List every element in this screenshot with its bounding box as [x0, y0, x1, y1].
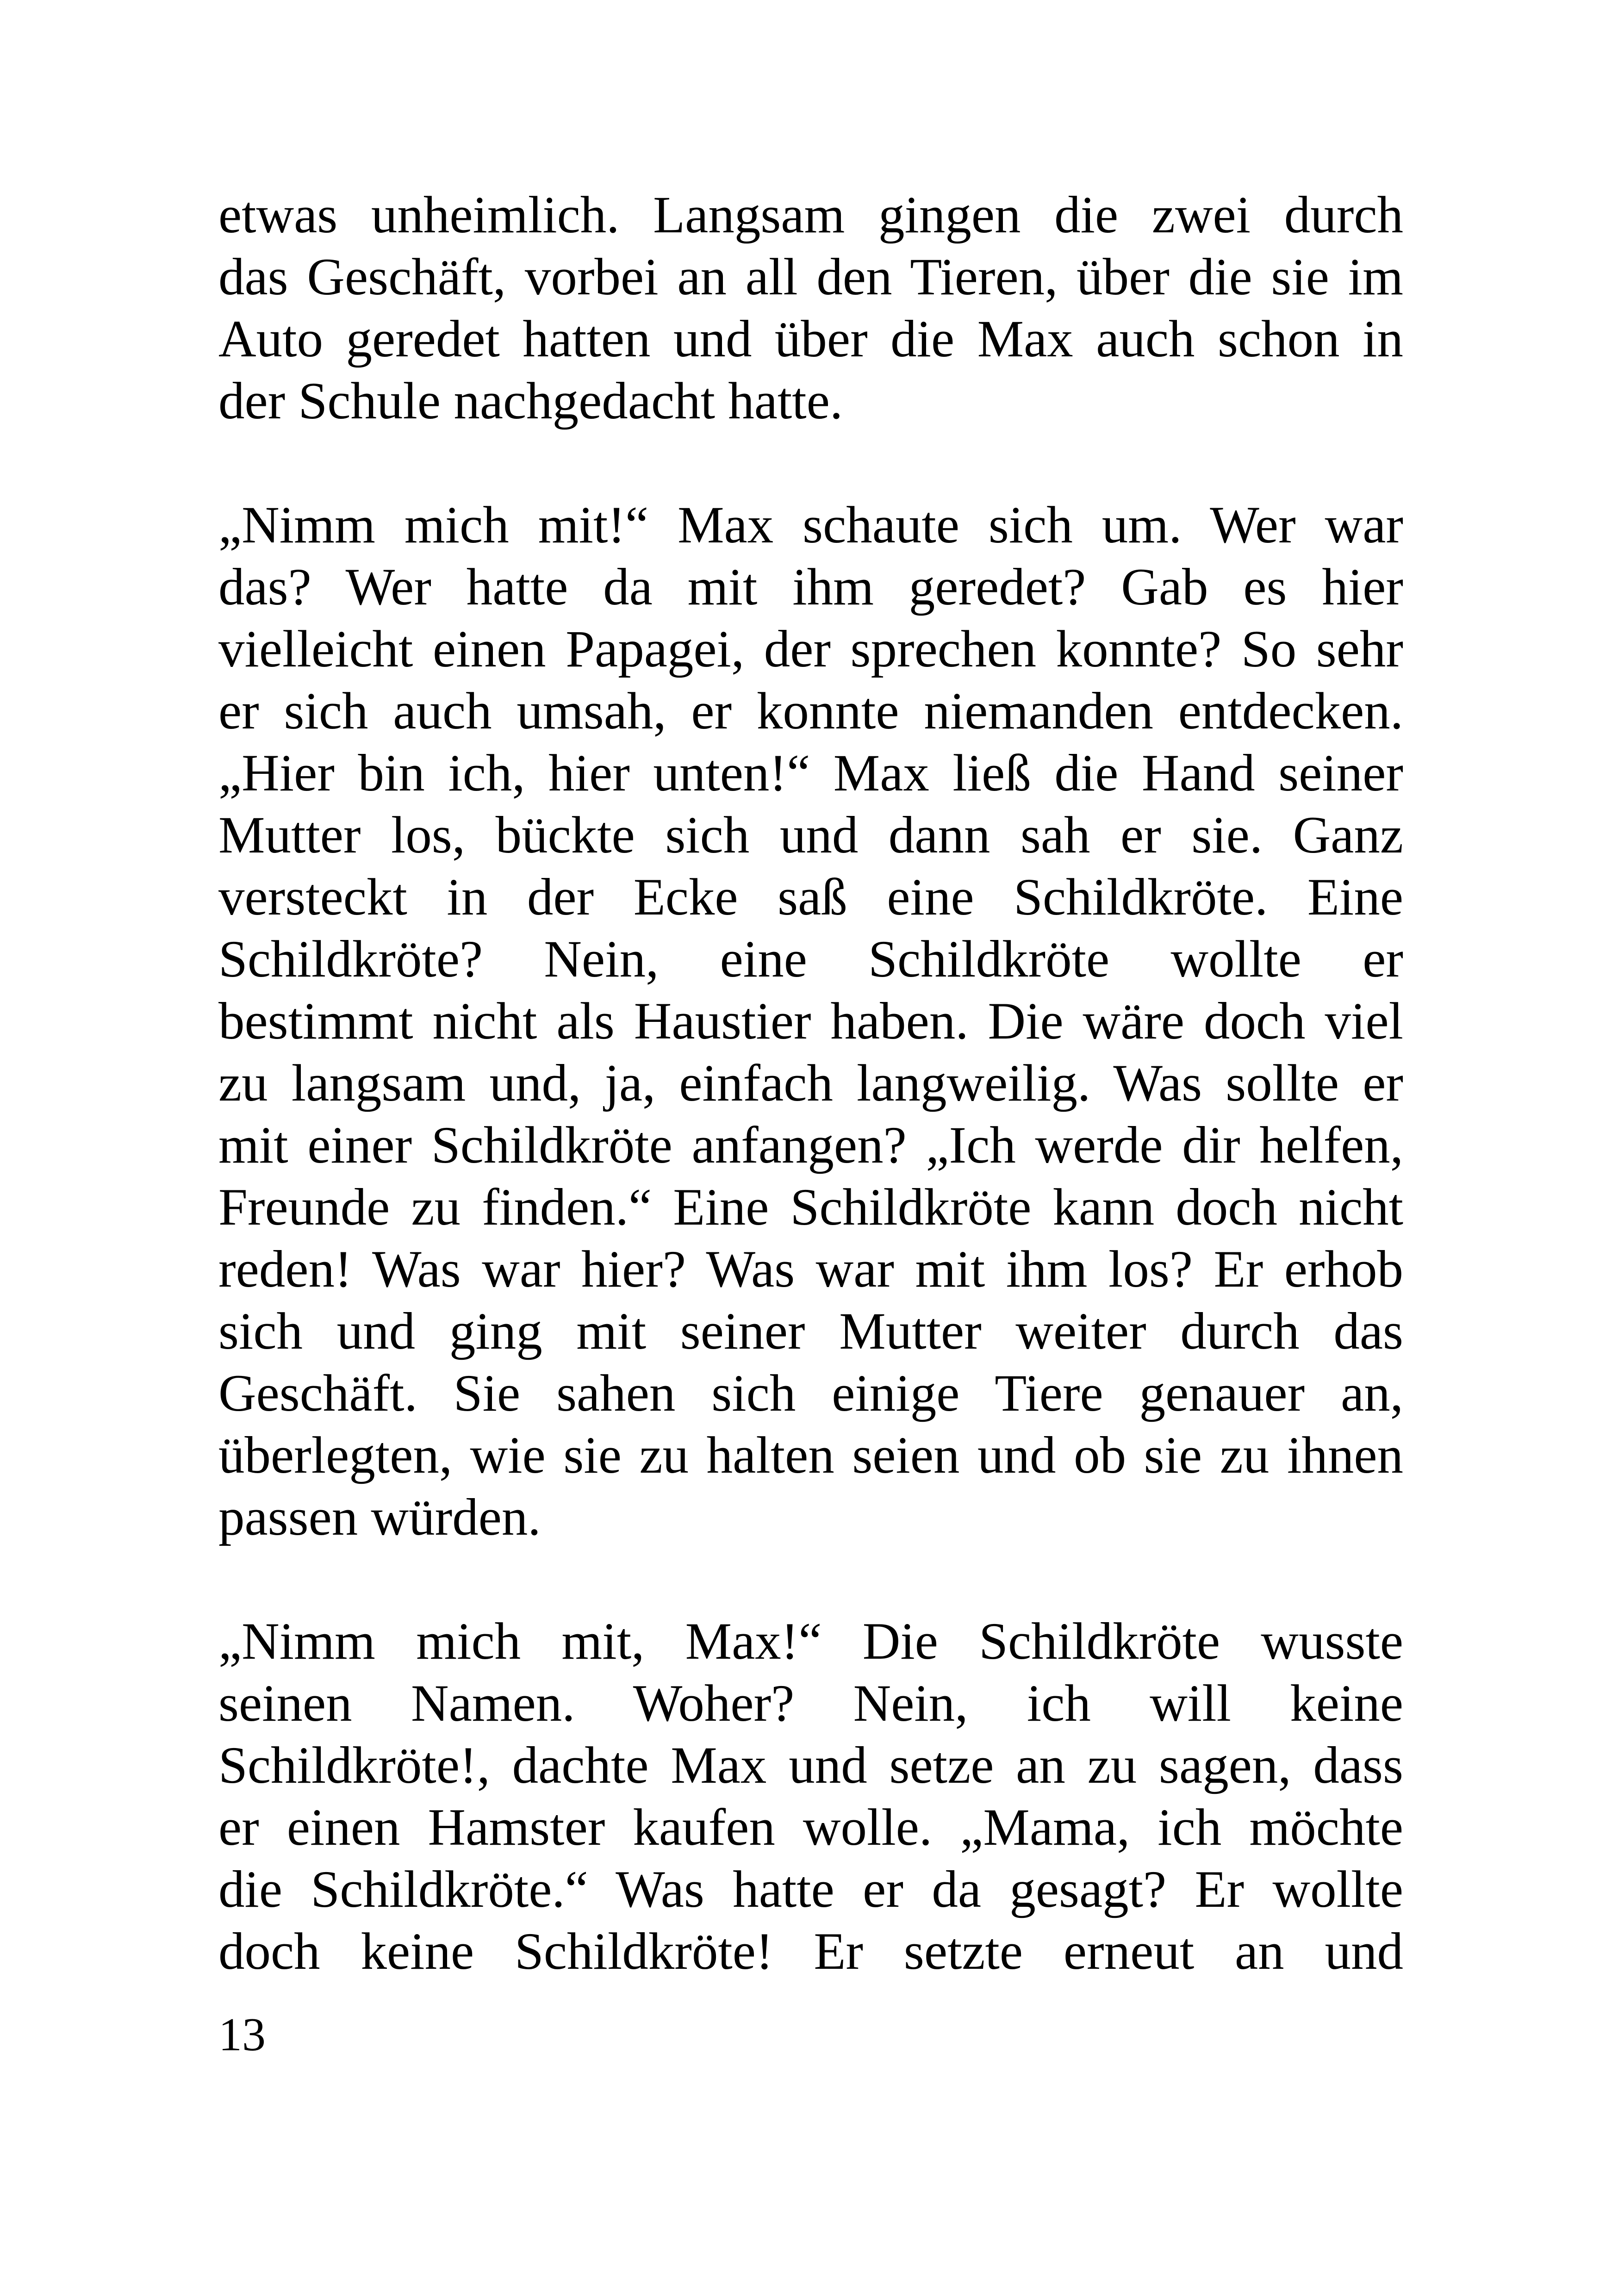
text-line: seinen Namen. Woher? Nein, ich will keine — [218, 1674, 1403, 1732]
text-line: versteckt in der Ecke saß eine Schildkröte. Eine — [218, 868, 1403, 926]
text-line: Mutter los, bückte sich und dann sah er sie. Ganz — [218, 806, 1403, 864]
text-line: reden! Was war hier? Was war mit ihm los? Er erhob — [218, 1240, 1403, 1298]
text-line: er einen Hamster kaufen wolle. „Mama, ich möchte — [218, 1798, 1403, 1856]
text-line: sich und ging mit seiner Mutter weiter durch das — [218, 1302, 1403, 1360]
text-line: „Nimm mich mit!“ Max schaute sich um. Wer war — [218, 496, 1403, 554]
text-line: der Schule nachgedacht hatte. — [218, 372, 843, 430]
text-line: das? Wer hatte da mit ihm geredet? Gab es hier — [218, 558, 1403, 616]
text-line: Geschäft. Sie sahen sich einige Tiere genauer an, — [218, 1364, 1403, 1422]
paragraph-1 — [218, 184, 1403, 432]
text-line: doch keine Schildkröte! Er setzte erneut an und — [218, 1923, 1403, 1980]
text-line: Schildkröte? Nein, eine Schildkröte wollte er — [218, 930, 1403, 988]
paragraph-spacer — [218, 432, 1403, 494]
text-line: vielleicht einen Papagei, der sprechen konnte? So sehr — [218, 620, 1403, 678]
text-line: Schildkröte!, dachte Max und setze an zu sagen, dass — [218, 1736, 1403, 1794]
paragraph-2 — [218, 494, 1403, 1549]
text-line: Auto geredet hatten und über die Max auch schon in — [218, 310, 1403, 368]
paragraph-3 — [218, 1611, 1403, 1983]
text-line: zu langsam und, ja, einfach langweilig. Was sollte er — [218, 1054, 1403, 1112]
text-line: Freunde zu finden.“ Eine Schildkröte kann doch nicht — [218, 1178, 1403, 1236]
page-body — [218, 184, 1403, 1983]
text-line: er sich auch umsah, er konnte niemanden entdecken. — [218, 682, 1403, 740]
text-line: „Hier bin ich, hier unten!“ Max ließ die Hand seiner — [218, 744, 1403, 802]
text-line: mit einer Schildkröte anfangen? „Ich werde dir helfen, — [218, 1116, 1403, 1174]
text-line: das Geschäft, vorbei an all den Tieren, über die sie im — [218, 248, 1403, 306]
text-line: passen würden. — [218, 1488, 541, 1546]
text-line: überlegten, wie sie zu halten seien und ob sie zu ihnen — [218, 1426, 1403, 1484]
page-number: 13 — [218, 2009, 266, 2061]
text-line: „Nimm mich mit, Max!“ Die Schildkröte wusste — [218, 1612, 1403, 1670]
text-line: bestimmt nicht als Haustier haben. Die wäre doch viel — [218, 992, 1403, 1050]
paragraph-spacer — [218, 1549, 1403, 1611]
text-line: die Schildkröte.“ Was hatte er da gesagt? Er wollte — [218, 1860, 1403, 1918]
text-line: etwas unheimlich. Langsam gingen die zwei durch — [218, 186, 1403, 244]
